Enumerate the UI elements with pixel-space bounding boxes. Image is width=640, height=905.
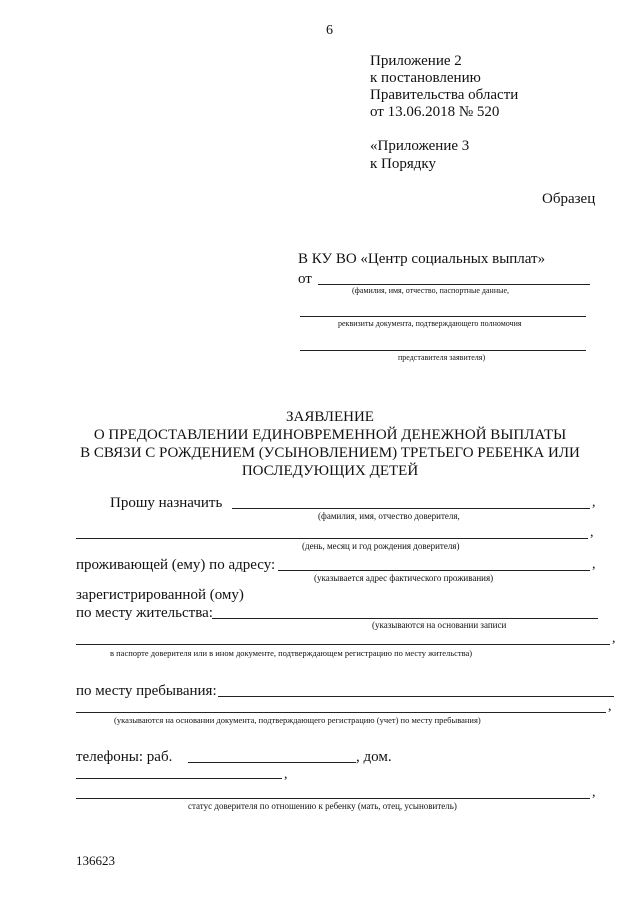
from-field-line[interactable] [318,284,590,285]
comma-1: , [592,495,596,510]
hint-credentials: реквизиты документа, подтверждающего полномочия [338,319,522,328]
registered-label: зарегистрированной (ому) [76,587,244,603]
comma-6: , [284,767,288,782]
hint-fio-passport: (фамилия, имя, отчество, паспортные данные, [352,286,510,295]
hint-based-on-record: (указываются на основании записи [372,620,507,630]
title-line-1: ЗАЯВЛЕНИЕ [286,409,374,425]
birth-date-field[interactable] [76,538,588,539]
home-phone-label: , дом. [356,749,392,765]
appendix-line-6: к Порядку [370,156,436,172]
footer-code: 136623 [76,853,115,868]
work-phone-field[interactable] [188,762,356,763]
home-phone-field[interactable] [76,778,282,779]
by-stay-label: по месту пребывания: [76,683,217,699]
appendix-line-5: «Приложение 3 [370,138,470,154]
appendix-line-3: Правительства области [370,87,519,103]
comma-5: , [608,699,612,714]
credentials-field-line[interactable] [300,316,586,317]
appendix-line-1: Приложение 2 [370,53,462,69]
by-residence-label: по месту жительства: [76,605,213,621]
stay-address-field-2[interactable] [76,712,606,713]
hint-passport-registration: в паспорте доверителя или в ином документе, подтверждающем регистрацию по месту жительства) [110,648,473,658]
page-number: 6 [326,23,333,38]
phones-label: телефоны: раб. [76,749,173,765]
title-line-2: О ПРЕДОСТАВЛЕНИИ ЕДИНОВРЕМЕННОЙ ДЕНЕЖНОЙ ВЫПЛАТЫ [93,427,567,443]
stay-address-field[interactable] [218,696,614,697]
hint-representative: представителя заявителя) [398,353,486,362]
hint-status: статус доверителя по отношению к ребенку (мать, отец, усыновитель) [188,801,457,811]
representative-field-line[interactable] [300,350,586,351]
title-line-3: В СВЯЗИ С РОЖДЕНИЕМ (УСЫНОВЛЕНИЕМ) ТРЕТЬЕГО РЕБЕНКА ИЛИ [80,445,580,461]
addressee-from-label: от [298,271,312,287]
request-label: Прошу назначить [110,495,223,511]
residing-label: проживающей (ему) по адресу: [76,557,276,573]
hint-birth-date: (день, месяц и год рождения доверителя) [302,541,460,551]
sample-label: Образец [542,191,596,207]
appendix-line-4: от 13.06.2018 № 520 [370,104,500,120]
hint-stay-registration: (указываются на основании документа, подтверждающего регистрацию (учет) по месту пребывания) [114,715,481,725]
addressee-to: В КУ ВО «Центр социальных выплат» [298,251,546,267]
residence-address-field[interactable] [212,618,598,619]
comma-7: , [592,785,596,800]
request-fio-field[interactable] [232,508,590,509]
title-line-4: ПОСЛЕДУЮЩИХ ДЕТЕЙ [241,463,419,479]
comma-4: , [612,631,616,646]
residence-address-field-2[interactable] [76,644,610,645]
appendix-line-2: к постановлению [370,70,481,86]
actual-address-field[interactable] [278,570,590,571]
comma-2: , [590,525,594,540]
comma-3: , [592,557,596,572]
status-field[interactable] [76,798,590,799]
hint-fio: (фамилия, имя, отчество доверителя, [318,511,460,521]
hint-actual-address: (указывается адрес фактического проживания) [314,573,494,583]
